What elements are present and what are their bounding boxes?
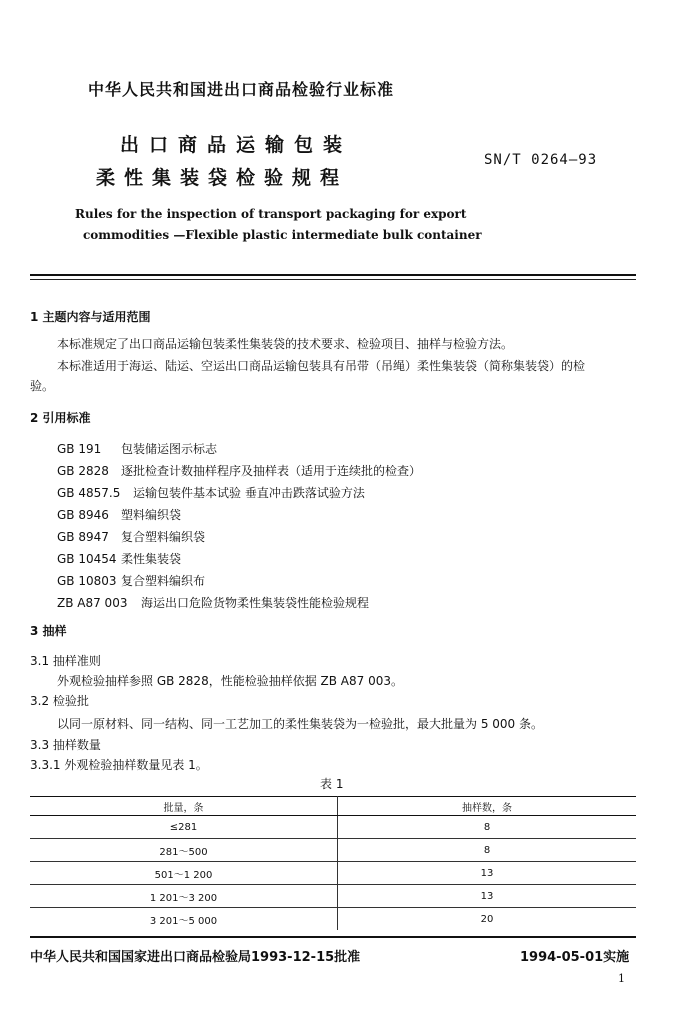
table-row bbox=[30, 908, 636, 931]
reference-item: GB 10803 复合塑料编织布 bbox=[57, 574, 206, 588]
section1-para2-line1: 本标准适用于海运、陆运、空运出口商品运输包装具有吊带（吊绳）柔性集装袋（简称集装袋）的检 bbox=[57, 359, 586, 373]
table-cell: 8 bbox=[338, 816, 637, 839]
table-cell: 20 bbox=[480, 913, 494, 925]
subsection-3-2-heading: 3.2 检验批 bbox=[30, 694, 89, 708]
table-cell: 8 bbox=[338, 839, 637, 862]
english-title-line1: Rules for the inspection of transport packaging for export bbox=[75, 207, 467, 221]
table-row bbox=[30, 816, 636, 839]
reference-item: GB 8946 塑料编织袋 bbox=[57, 508, 182, 522]
table-cell: 13 bbox=[338, 885, 637, 908]
table-cell: ≤281 bbox=[30, 816, 338, 839]
section1-heading: 1 主题内容与适用范围 bbox=[30, 310, 151, 324]
reference-item: GB 2828 逐批检查计数抽样程序及抽样表（适用于连续批的检查） bbox=[57, 464, 422, 478]
subsection-3-2-text: 以同一原材料、同一结构、同一工艺加工的柔性集装袋为一检验批，最大批量为 5 000 条。 bbox=[57, 717, 543, 731]
header-divider-top bbox=[30, 274, 636, 276]
table-cell: 281～500 bbox=[30, 839, 338, 862]
issuing-body-line: 中华人民共和国进出口商品检验行业标准 bbox=[88, 80, 395, 99]
standard-code: SN/T 0264—93 bbox=[484, 152, 598, 168]
table-row bbox=[30, 885, 636, 908]
subsection-3-3-heading: 3.3 抽样数量 bbox=[30, 738, 101, 752]
table-cell: 1 201～3 200 bbox=[30, 885, 338, 908]
table-row bbox=[30, 839, 636, 862]
subsection-3-1-heading: 3.1 抽样准则 bbox=[30, 654, 101, 668]
table-header-row bbox=[30, 797, 636, 816]
reference-item: GB 4857.5 运输包装件基本试验 垂直冲击跌落试验方法 bbox=[57, 486, 365, 500]
table-header-cell: 抽样数，条 bbox=[338, 797, 637, 816]
reference-item: GB 191 包装储运图示标志 bbox=[57, 442, 218, 456]
table-row bbox=[30, 862, 636, 885]
table-cell: 501～1 200 bbox=[30, 862, 338, 885]
table-caption: 表 1 bbox=[320, 777, 344, 791]
chinese-title-line2: 柔性集装袋检验规程 bbox=[96, 167, 349, 189]
footer-divider bbox=[30, 936, 636, 938]
table-header-cell: 批量，条 bbox=[30, 797, 338, 816]
subsection-3-1-text: 外观检验抽样参照 GB 2828，性能检验抽样依据 ZB A87 003。 bbox=[57, 674, 403, 688]
table-cell: 13 bbox=[338, 862, 637, 885]
english-title-line2: commodities —Flexible plastic intermediate bulk container bbox=[83, 228, 482, 242]
sampling-table bbox=[30, 796, 636, 930]
page-number: 1 bbox=[618, 972, 625, 985]
table-cell: 3 201～5 000 bbox=[30, 908, 338, 931]
reference-item: GB 10454 柔性集装袋 bbox=[57, 552, 182, 566]
section3-heading: 3 抽样 bbox=[30, 624, 67, 638]
subsection-3-3-1-text: 3.3.1 外观检验抽样数量见表 1。 bbox=[30, 758, 208, 772]
section2-heading: 2 引用标准 bbox=[30, 411, 91, 425]
chinese-title-line1: 出口商品运输包装 bbox=[120, 134, 353, 156]
approval-line: 中华人民共和国国家进出口商品检验局1993-12-15批准 bbox=[30, 950, 361, 965]
section1-para1: 本标准规定了出口商品运输包装柔性集装袋的技术要求、检验项目、抽样与检验方法。 bbox=[57, 337, 514, 351]
section1-para2-line2: 验。 bbox=[30, 379, 55, 393]
reference-item: ZB A87 003 海运出口危险货物柔性集装袋性能检验规程 bbox=[57, 596, 370, 610]
header-divider-bottom bbox=[30, 279, 636, 280]
reference-item: GB 8947 复合塑料编织袋 bbox=[57, 530, 206, 544]
implementation-date: 1994-05-01实施 bbox=[520, 950, 630, 965]
